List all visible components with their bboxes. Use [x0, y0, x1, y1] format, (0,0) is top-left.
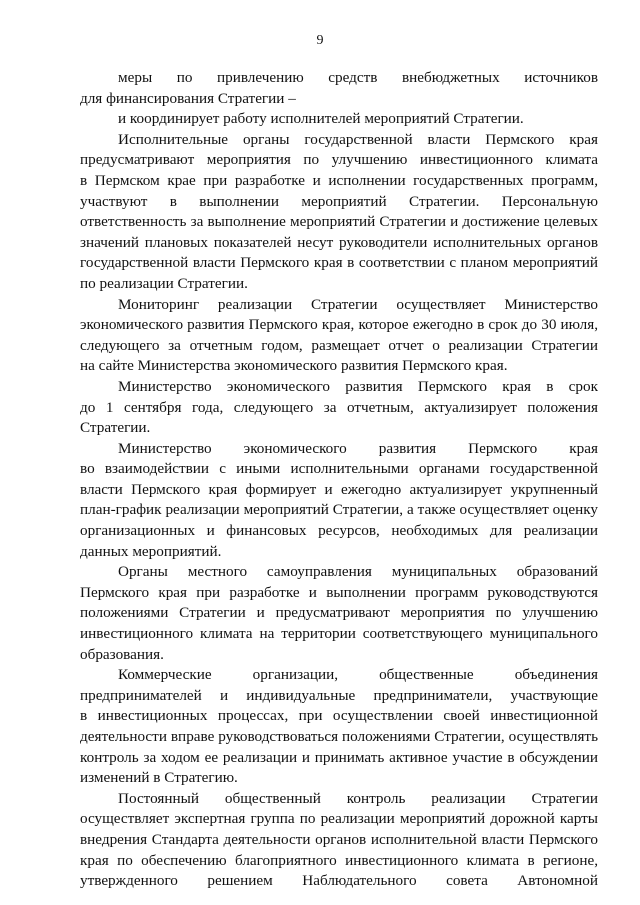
text-line: края по обеспечению благоприятного инвестиционного климата в регионе,: [80, 851, 598, 869]
text-line: в инвестиционных процессах, при осуществлении своей инвестиционной: [80, 707, 598, 725]
text-line: данных мероприятий.: [80, 542, 222, 560]
text-line: положениями Стратегии и предусматривают мероприятия по улучшению: [80, 604, 598, 622]
text-line: значений плановых показателей несут руководители исполнительных органов: [80, 233, 598, 251]
text-line: государственной власти Пермского края в соответствии с планом мероприятий: [80, 254, 598, 272]
text-line: для финансирования Стратегии –: [80, 89, 296, 107]
document-body: [80, 68, 598, 892]
paragraph: [80, 665, 598, 789]
text-line: участвуют в выполнении мероприятий Стратегии. Персональную: [80, 192, 598, 210]
text-line: во взаимодействии с иными исполнительными органами государственной: [80, 460, 598, 478]
text-line: Министерство экономического развития Пермского края в срок: [118, 377, 598, 395]
text-line: в Пермском крае при разработке и исполнении государственных программ,: [80, 171, 598, 189]
text-line: Стратегии.: [80, 419, 151, 437]
text-line: изменений в Стратегию.: [80, 769, 238, 787]
text-line: ответственность за выполнение мероприятий Стратегии и достижение целевых: [80, 213, 598, 231]
text-line: предпринимателей и индивидуальные предприниматели, участвующие: [80, 686, 598, 704]
text-line: меры по привлечению средств внебюджетных источников: [118, 69, 598, 86]
text-line: власти Пермского края формирует и ежегодно актуализирует укрупненный: [80, 480, 598, 498]
paragraph: [80, 109, 598, 130]
text-line: образования.: [80, 645, 164, 663]
paragraph: [80, 377, 598, 439]
page-number: 9: [316, 33, 324, 48]
text-line: экономического развития Пермского края, которое ежегодно в срок до 30 июля,: [80, 316, 598, 334]
text-line: контроль за ходом ее реализации и принимать активное участие в обсуждении: [80, 748, 598, 766]
text-line: инвестиционного климата на территории соответствующего муниципального: [80, 625, 598, 643]
paragraph: [80, 68, 598, 109]
text-line: предусматривают мероприятия по улучшению инвестиционного климата: [80, 151, 598, 169]
text-line: до 1 сентября года, следующего за отчетным, актуализирует положения: [80, 398, 598, 416]
text-line: осуществляет экспертная группа по реализации мероприятий дорожной карты: [80, 810, 598, 828]
text-line: организационных и финансовых ресурсов, необходимых для реализации: [80, 522, 598, 540]
text-line: Постоянный общественный контроль реализации Стратегии: [118, 789, 598, 807]
paragraph: [80, 439, 598, 563]
text-line: Исполнительные органы государственной власти Пермского края: [118, 130, 598, 148]
text-line: Коммерческие организации, общественные объединения: [118, 666, 598, 684]
text-line: по реализации Стратегии.: [80, 274, 248, 292]
text-line: внедрения Стандарта деятельности органов исполнительной власти Пермского: [80, 830, 598, 848]
paragraph: [80, 130, 598, 295]
text-line: план-график реализации мероприятий Стратегии, а также осуществляет оценку: [80, 501, 598, 519]
text-line: утвержденного решением Наблюдательного совета Автономной: [80, 872, 598, 890]
text-line: на сайте Министерства экономического развития Пермского края.: [80, 357, 508, 375]
paragraph: [80, 562, 598, 665]
text-line: Мониторинг реализации Стратегии осуществляет Министерство: [118, 295, 598, 313]
text-line: Органы местного самоуправления муниципальных образований: [118, 563, 598, 581]
text-line: и координирует работу исполнителей мероприятий Стратегии.: [118, 110, 524, 128]
text-line: деятельности вправе руководствоваться положениями Стратегии, осуществлять: [80, 728, 598, 745]
paragraph: [80, 789, 598, 892]
text-line: Министерство экономического развития Пермского края: [118, 439, 598, 457]
paragraph: [80, 295, 598, 377]
text-line: Пермского края при разработке и выполнении программ руководствуются: [80, 583, 598, 601]
text-line: следующего за отчетным годом, размещает отчет о реализации Стратегии: [80, 336, 598, 354]
